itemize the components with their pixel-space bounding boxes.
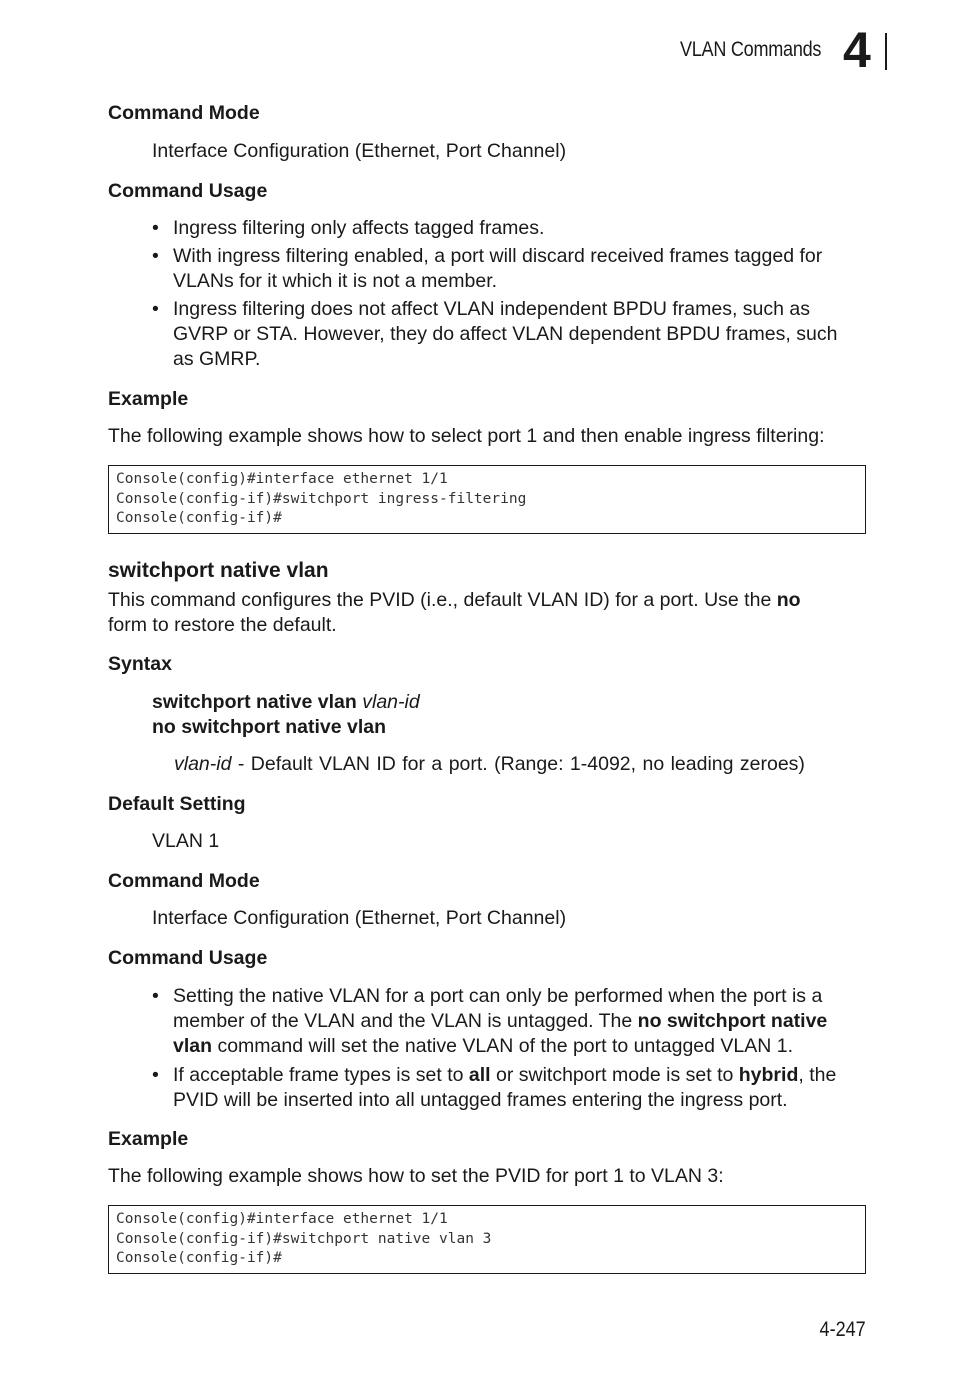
syntax-heading: Syntax bbox=[108, 653, 172, 675]
bullet-dot: • bbox=[152, 298, 159, 320]
bullet-text: Ingress filtering does not affect VLAN independent BPDU frames, such as bbox=[173, 298, 810, 320]
code-line: Console(config-if)#switchport native vlan 3 bbox=[116, 1230, 492, 1247]
bullet-keyword: hybrid bbox=[738, 1064, 799, 1086]
default-setting-text: VLAN 1 bbox=[152, 830, 220, 852]
section-description bbox=[108, 588, 801, 613]
bullet-dot: • bbox=[152, 217, 159, 239]
bullet-text: PVID will be inserted into all untagged frames entering the ingress port. bbox=[173, 1089, 788, 1111]
command-mode-text: Interface Configuration (Ethernet, Port Channel) bbox=[152, 907, 567, 929]
code-line: Console(config-if)# bbox=[116, 510, 282, 526]
syntax-no-command: no switchport native vlan bbox=[152, 716, 387, 738]
bullet-text: VLANs for it which it is not a member. bbox=[173, 270, 498, 292]
bullet-text-part: , the bbox=[798, 1064, 837, 1086]
description-text: This command configures the PVID (i.e., default VLAN ID) for a port. Use the bbox=[108, 589, 777, 611]
syntax-keyword: switchport native vlan bbox=[152, 691, 357, 713]
syntax-command bbox=[152, 690, 420, 715]
chapter-number: 4 bbox=[843, 22, 871, 78]
command-mode-heading: Command Mode bbox=[108, 102, 260, 124]
bullet-text bbox=[173, 1034, 793, 1059]
code-line: Console(config)#interface ethernet 1/1 bbox=[116, 1211, 448, 1227]
parameter-name: vlan-id bbox=[174, 753, 232, 775]
command-usage-heading: Command Usage bbox=[108, 947, 268, 969]
bullet-text: as GMRP. bbox=[173, 348, 261, 370]
bullet-text: Ingress filtering only affects tagged frames. bbox=[173, 217, 545, 239]
example-heading: Example bbox=[108, 388, 189, 410]
bullet-dot: • bbox=[152, 245, 159, 267]
bullet-text: With ingress filtering enabled, a port will discard received frames tagged for bbox=[173, 245, 823, 267]
command-mode-text: Interface Configuration (Ethernet, Port Channel) bbox=[152, 140, 567, 162]
bullet-text-part: command will set the native VLAN of the port to untagged VLAN 1. bbox=[212, 1035, 794, 1057]
bullet-dot: • bbox=[152, 985, 159, 1007]
example-text: The following example shows how to select port 1 and then enable ingress filtering: bbox=[108, 425, 825, 447]
running-header-title: VLAN Commands bbox=[679, 38, 821, 61]
bullet-dot: • bbox=[152, 1064, 159, 1086]
syntax-parameter: vlan-id bbox=[362, 691, 420, 713]
page-number: 4-247 bbox=[819, 1318, 866, 1341]
chapter-divider bbox=[885, 33, 887, 70]
command-usage-heading: Command Usage bbox=[108, 180, 268, 202]
bullet-text: GVRP or STA. However, they do affect VLAN dependent BPDU frames, such bbox=[173, 323, 838, 345]
parameter-text: - Default VLAN ID for a port. (Range: 1-4092, no leading zeroes) bbox=[231, 753, 805, 775]
bullet-text: Setting the native VLAN for a port can only be performed when the port is a bbox=[173, 985, 823, 1007]
bullet-text-part: or switchport mode is set to bbox=[490, 1064, 739, 1086]
code-line: Console(config-if)# bbox=[116, 1250, 282, 1266]
bullet-keyword: vlan bbox=[173, 1035, 213, 1057]
default-setting-heading: Default Setting bbox=[108, 793, 246, 815]
example-text: The following example shows how to set the PVID for port 1 to VLAN 3: bbox=[108, 1165, 724, 1187]
bullet-text bbox=[173, 1009, 827, 1034]
bullet-text bbox=[173, 1063, 836, 1088]
bullet-keyword: no switchport native bbox=[637, 1010, 828, 1032]
code-block bbox=[108, 465, 866, 534]
bullet-text-part: member of the VLAN and the VLAN is untagged. The bbox=[173, 1010, 638, 1032]
code-line: Console(config)#interface ethernet 1/1 bbox=[116, 471, 448, 487]
example-heading: Example bbox=[108, 1128, 189, 1150]
section-title: switchport native vlan bbox=[108, 559, 329, 582]
bullet-text-part: If acceptable frame types is set to bbox=[173, 1064, 469, 1086]
command-mode-heading: Command Mode bbox=[108, 870, 260, 892]
description-keyword: no bbox=[776, 589, 801, 611]
section-description-continued: form to restore the default. bbox=[108, 614, 337, 636]
code-line: Console(config-if)#switchport ingress-filtering bbox=[116, 490, 527, 507]
bullet-keyword: all bbox=[468, 1064, 491, 1086]
code-block bbox=[108, 1205, 866, 1274]
parameter-description bbox=[174, 752, 805, 777]
